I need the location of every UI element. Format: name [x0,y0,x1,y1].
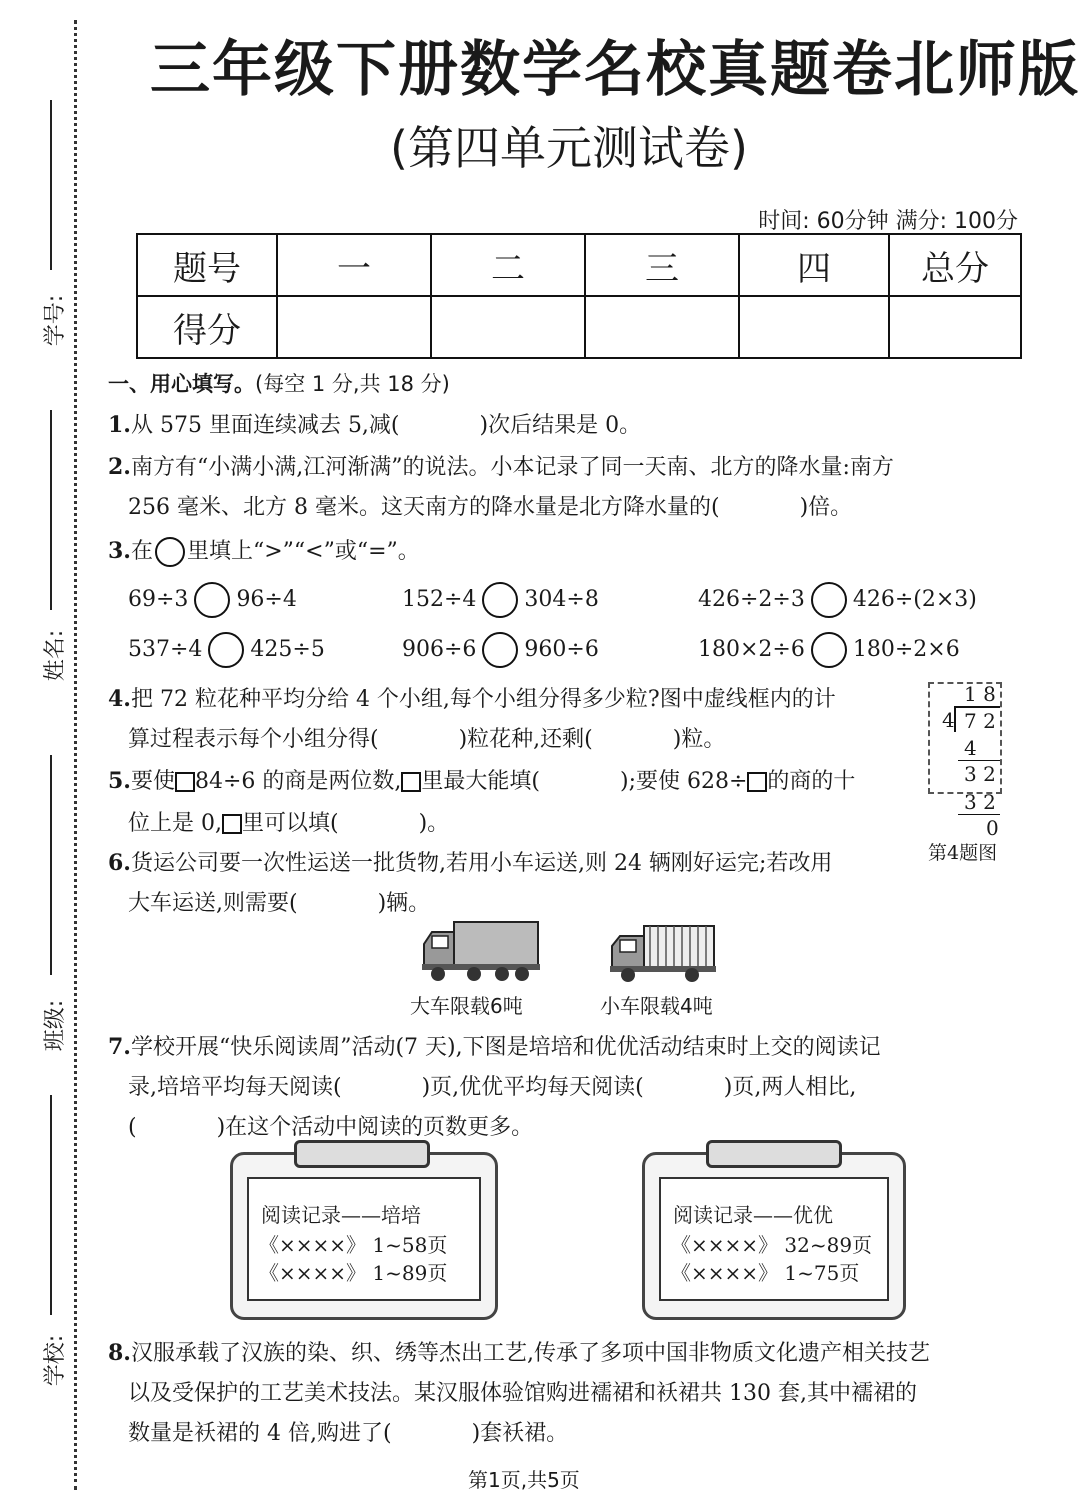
score-input-cell[interactable] [585,296,739,358]
question-5-line-2 [128,806,449,837]
score-input-cell[interactable] [889,296,1021,358]
question-text: )在这个活动中阅读的页数更多。 [216,1115,534,1140]
question-number: 2. [108,454,131,480]
small-truck-caption: 小车限载4吨 [600,994,713,1018]
question-8 [108,1336,930,1367]
question-7-line-3 [128,1110,533,1141]
rule-line [958,814,1000,815]
card-row: 《××××》 32~89页 [671,1233,873,1257]
big-truck-caption: 大车限载6吨 [410,994,523,1018]
blank-box [401,772,421,792]
blank-box [175,772,195,792]
question-text: 从 575 里面连续减去 5,减( [130,413,400,438]
question-text: 录,培培平均每天阅读( [128,1075,342,1100]
comparison-item [402,632,599,668]
dividend: 7 2 [964,709,996,733]
big-truck-icon [418,920,542,984]
comparison-item [698,582,977,618]
page-subtitle: (第四单元测试卷) [390,121,748,175]
comparison-item [128,582,297,618]
clipboard-clip-icon [706,1140,842,1168]
question-text: 算过程表示每个小组分得( [128,727,379,752]
long-division-figure [928,682,1008,864]
comparison-item [402,582,599,618]
question-text: 256 毫米、北方 8 毫米。这天南方的降水量是北方降水量的( [128,495,720,520]
question-text: );要使 628÷ [620,769,748,794]
question-text: 汉服承载了汉族的染、织、绣等杰出工艺,传承了多项中国非物质文化遗产相关技艺 [130,1341,930,1366]
time-info: 时间: 60分钟 满分: 100分 [758,209,1018,234]
compare-circle[interactable] [482,632,518,668]
question-2 [108,450,894,481]
blank-box [747,772,767,792]
comparison-item [698,632,960,668]
question-7 [108,1030,881,1061]
compare-circle[interactable] [482,582,518,618]
rule-line [958,760,1000,761]
table-cell: 三 [585,234,739,296]
card-row: 《××××》 1~58页 [259,1233,448,1257]
question-text: 大车运送,则需要( [128,891,298,916]
question-4 [108,682,836,713]
compare-circle[interactable] [811,582,847,618]
question-text: 南方有“小满小满,江河渐满”的说法。小本记录了同一天南、北方的降水量:南方 [130,455,894,480]
class-line [50,755,52,975]
question-text: )次后结果是 0。 [479,413,642,438]
question-6 [108,846,832,877]
binding-dotted-line [74,20,77,1490]
card-title: 阅读记录——优优 [673,1203,833,1227]
table-cell: 得分 [137,296,277,358]
comparison-right: 425÷5 [250,637,325,662]
question-text: 把 72 粒花种平均分给 4 个小组,每个小组分得多少粒?图中虚线框内的计 [130,687,836,712]
small-truck-icon [608,924,718,984]
question-number: 6. [108,850,131,876]
question-text: )粒花种,还剩( [458,727,593,752]
question-number: 1. [108,412,131,438]
table-cell: 总分 [889,234,1021,296]
card-row: 《××××》 1~89页 [259,1261,448,1285]
question-number: 5. [108,768,131,794]
comparison-item [128,632,325,668]
student-id-label: 学号: [43,294,69,347]
question-3 [108,534,420,567]
question-text: 里最大能填( [421,769,540,794]
question-2-line-2 [128,490,852,521]
question-text: )粒。 [672,727,726,752]
division-bar [954,706,1000,708]
question-text: )套袄裙。 [471,1421,569,1446]
question-text: 里填上“>”“<”或“=”。 [186,539,420,564]
question-number: 7. [108,1034,131,1060]
table-cell: 题号 [137,234,277,296]
comparison-left: 426÷2÷3 [698,587,805,612]
division-bracket [954,706,956,732]
divisor: 4 [942,708,955,732]
question-text: 要使 [130,769,175,794]
page-title: 三年级下册数学名校真题卷北师版 [150,35,1080,105]
score-table [136,233,1022,359]
question-text: 里可以填( [241,811,339,836]
score-table-score-row [137,296,1021,358]
comparison-right: 960÷6 [524,637,599,662]
compare-circle[interactable] [194,582,230,618]
name-label: 姓名: [43,629,69,682]
clipboard-clip-icon [294,1140,430,1168]
question-text: 的商的十 [767,769,856,794]
comparison-left: 906÷6 [402,637,477,662]
score-input-cell[interactable] [739,296,889,358]
circle-icon [155,537,185,567]
table-cell: 二 [431,234,585,296]
question-5 [108,764,855,795]
question-4-line-2 [128,722,725,753]
question-8-line-2 [128,1376,917,1407]
blank-box [222,814,242,834]
score-table-header-row [137,234,1021,296]
school-label: 学校: [43,1334,69,1387]
name-line [50,410,52,610]
question-text: ( [128,1115,137,1140]
remainder: 0 [986,816,999,840]
comparison-right: 304÷8 [524,587,599,612]
card-title: 阅读记录——培培 [261,1203,421,1227]
question-1 [108,408,641,439]
question-text: )页,两人相比, [723,1075,857,1100]
figure-caption: 第4题图 [928,842,998,864]
question-6-line-2 [128,886,430,917]
student-id-line [50,100,52,270]
card-row: 《××××》 1~75页 [671,1261,860,1285]
step-3: 3 2 [964,790,996,814]
comparison-right: 180÷2×6 [852,637,960,662]
table-cell: 一 [277,234,431,296]
question-text: )页,优优平均每天阅读( [421,1075,644,1100]
comparison-left: 537÷4 [128,637,203,662]
question-text: 在 [130,539,153,564]
comparison-left: 69÷3 [128,587,189,612]
step-1: 4 [964,736,977,760]
comparison-left: 152÷4 [402,587,477,612]
section-heading-note: (每空 1 分,共 18 分) [255,372,450,396]
question-text: 货运公司要一次性运送一批货物,若用小车运送,则 24 辆刚好运完;若改用 [130,851,833,876]
table-cell: 四 [739,234,889,296]
step-2: 3 2 [964,762,996,786]
compare-circle[interactable] [811,632,847,668]
reading-record-card-youyou [642,1152,906,1320]
question-8-line-3 [128,1416,568,1447]
question-text: 学校开展“快乐阅读周”活动(7 天),下图是培培和优优活动结束时上交的阅读记 [130,1035,881,1060]
class-label: 班级: [43,999,69,1052]
question-text: 以及受保护的工艺美术技法。某汉服体验馆购进襦裙和袄裙共 130 套,其中襦裙的 [128,1381,917,1406]
question-text: )。 [418,811,450,836]
question-text: 84÷6 的商是两位数, [194,769,402,794]
school-line [50,1095,52,1315]
comparison-left: 180×2÷6 [698,637,805,662]
question-text: )辆。 [377,891,431,916]
quotient: 1 8 [964,682,996,706]
question-text: )倍。 [799,495,853,520]
score-input-cell[interactable] [431,296,585,358]
question-text: 数量是袄裙的 4 倍,购进了( [128,1421,392,1446]
question-number: 8. [108,1340,131,1366]
question-number: 3. [108,538,131,564]
comparison-right: 96÷4 [236,587,297,612]
page-number: 第1页,共5页 [468,1468,580,1492]
score-input-cell[interactable] [277,296,431,358]
question-number: 4. [108,686,131,712]
question-7-line-2 [128,1070,856,1101]
section-heading [108,368,450,398]
question-text: 位上是 0, [128,811,222,836]
reading-record-card-peipei [230,1152,498,1320]
section-heading-title: 一、用心填写。 [108,372,255,396]
compare-circle[interactable] [208,632,244,668]
comparison-right: 426÷(2×3) [852,587,977,612]
